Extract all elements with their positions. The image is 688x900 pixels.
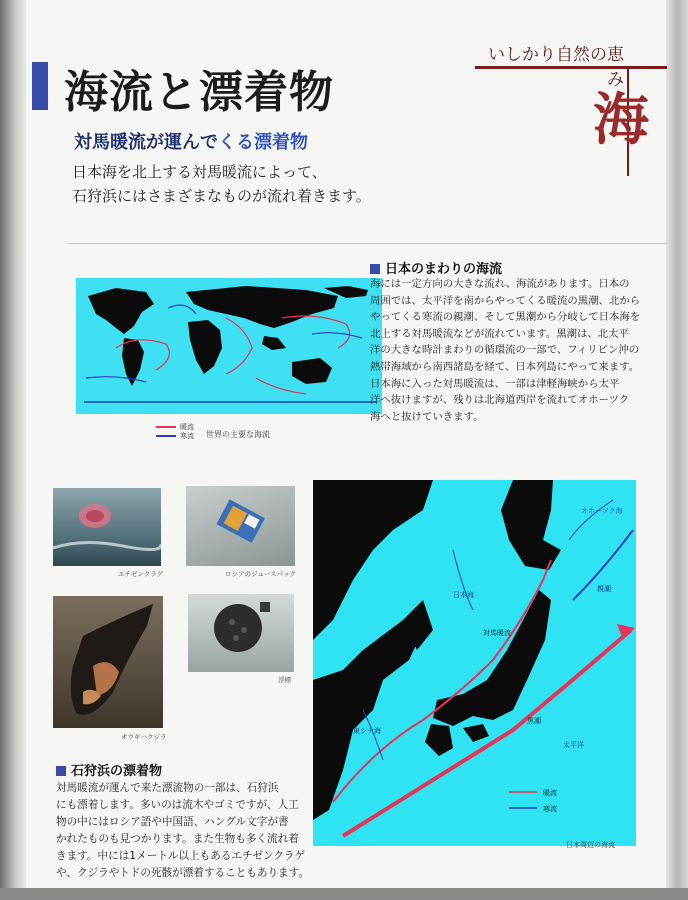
cold-current-swatch <box>156 435 176 437</box>
section-divider <box>68 243 668 244</box>
juice-pack-photo <box>186 486 295 566</box>
tsushima-label: 対馬暖流 <box>483 629 511 637</box>
jellyfish-caption: エチゼンクラゲ <box>118 570 164 578</box>
currents-heading <box>370 258 502 277</box>
brand-kanji: 海 <box>593 87 649 153</box>
japan-legend-cold: 寒流 <box>543 805 557 813</box>
wall-frame-bottom <box>0 888 688 900</box>
legend-cold-label: 寒流 <box>180 432 194 440</box>
wall-frame-left <box>0 0 26 900</box>
oyashio-label: 親潮 <box>597 585 611 593</box>
world-map-legend <box>156 423 194 441</box>
poster-panel <box>26 0 666 888</box>
japan-legend-warm: 暖流 <box>543 789 557 797</box>
currents-line: 洋へ抜けますが、残りは北海道西岸を流れてオホーツク <box>370 394 630 407</box>
heading-square-icon <box>370 264 380 274</box>
legend-cold <box>156 432 194 441</box>
drift-body <box>56 780 309 882</box>
drift-heading-text: 石狩浜の漂着物 <box>71 764 163 779</box>
currents-line: 北上する対馬暖流などが流れています。黒潮は、北太平 <box>370 327 629 340</box>
whale-image <box>53 596 163 728</box>
series-label: いしかり自然の恵み <box>488 45 624 90</box>
legend-warm <box>156 423 194 432</box>
currents-line: やってくる寒流の親潮、そして黒潮から分岐して日本海を <box>370 311 641 324</box>
currents-line: 海へと抜けていきます。 <box>370 410 484 423</box>
whale-photo <box>53 596 163 728</box>
intro-line: 石狩浜にはさまざまなものが流れ着きます。 <box>72 187 371 205</box>
world-currents-map <box>76 278 382 414</box>
heading-square-icon <box>56 766 66 776</box>
jellyfish-image <box>53 488 161 566</box>
buoy-image <box>188 594 294 672</box>
buoy-caption: 浮標 <box>278 676 291 684</box>
east-china-sea-label: 東シナ海 <box>353 727 381 735</box>
world-map-caption: 世界の主要な海流 <box>206 430 270 439</box>
currents-line: 周囲では、太平洋を南からやってくる暖流の黒潮、北から <box>370 294 641 307</box>
drift-line: かれたものも見つかります。また生物も多く流れ着 <box>56 833 299 845</box>
brand-rule <box>475 66 667 69</box>
wall-frame-right <box>666 0 688 900</box>
sea-of-japan-label: 日本海 <box>453 591 474 599</box>
jellyfish-photo <box>53 488 161 566</box>
world-map-graphic <box>76 278 382 414</box>
drift-line: 対馬暖流が運んで来た漂流物の一部は、石狩浜 <box>56 782 279 794</box>
japan-map-caption: 日本周辺の海流 <box>566 841 615 849</box>
currents-line: 洋の大きな時計まわりの循環流の一部で、フィリピン沖の <box>370 344 640 357</box>
legend-warm-label: 暖流 <box>180 423 194 431</box>
drift-line: や、クジラやトドの死骸が漂着することもあります。 <box>56 867 309 879</box>
title-accent-bar <box>32 62 48 110</box>
whale-caption: オウギハクジラ <box>121 733 167 741</box>
subtitle-part2: くる漂着物 <box>218 132 308 153</box>
currents-line: 海には一定方向の大きな流れ、海流があります。日本の <box>370 278 630 290</box>
japan-map-graphic <box>313 480 636 846</box>
kuroshio-label: 黒潮 <box>527 717 541 725</box>
currents-heading-text: 日本のまわりの海流 <box>385 262 503 277</box>
currents-line: 熱帯海域から南西諸島を経て、日本列島にやって来ます。 <box>370 360 640 373</box>
warm-current-swatch <box>156 426 176 428</box>
currents-body <box>370 276 640 425</box>
intro-line: 日本海を北上する対馬暖流によって、 <box>72 163 327 181</box>
subtitle-part1: 対馬暖流が運んで <box>74 132 218 153</box>
page-title: 海流と漂着物 <box>64 67 334 118</box>
series-brand <box>481 40 666 153</box>
japan-currents-map <box>313 480 636 846</box>
drift-line: 物の中にはロシア語や中国語、ハングル文字が書 <box>56 816 289 828</box>
juice-pack-image <box>186 486 295 566</box>
okhotsk-label: オホーツク海 <box>581 507 623 515</box>
drift-line: きます。中には1メートル以上もあるエチゼンクラゲ <box>56 850 306 862</box>
buoy-photo <box>188 594 294 672</box>
juice-pack-caption: ロシアのジュースパック <box>225 570 297 578</box>
intro-text <box>72 160 371 208</box>
pacific-label: 太平洋 <box>563 741 584 749</box>
drift-heading <box>56 760 162 779</box>
currents-line: 日本海に入った対馬暖流は、一部は津軽海峡から太平 <box>370 377 620 390</box>
subtitle <box>74 128 308 154</box>
drift-line: にも漂着します。多いのは流木やゴミですが、人工 <box>56 799 299 811</box>
